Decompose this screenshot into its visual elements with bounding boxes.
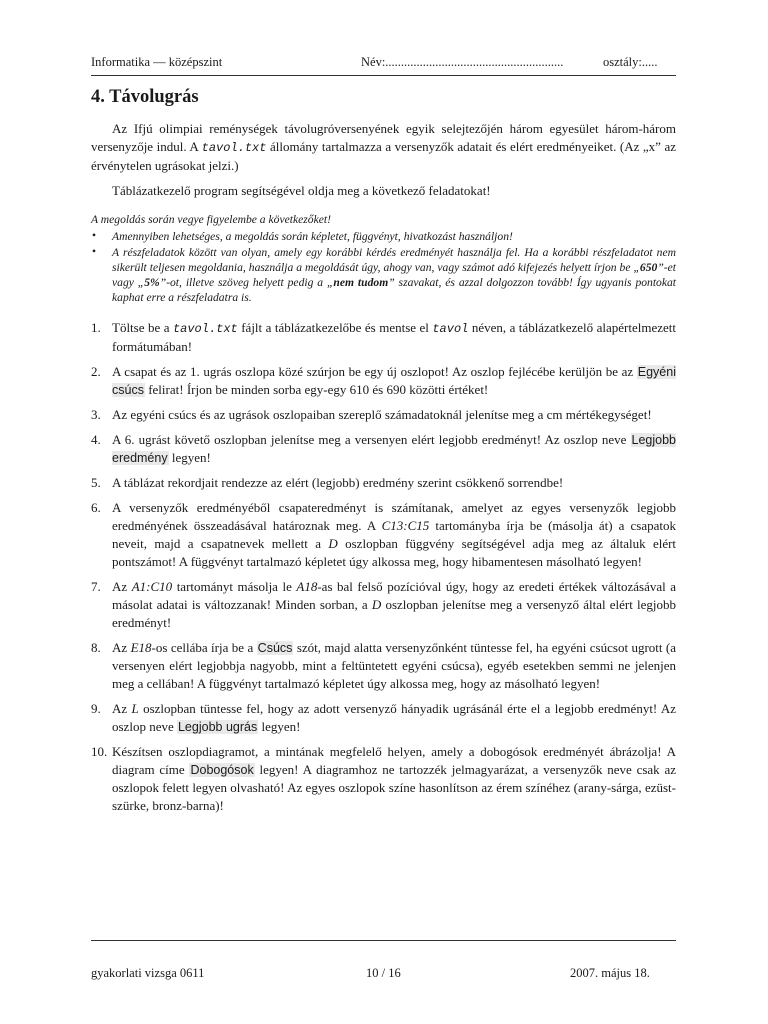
page-header	[91, 55, 676, 76]
page-footer	[91, 940, 676, 980]
task-item: 8. Az E18-os cellába írja be a Csúcs szót, majd alatta versenyzőnként tüntesse fel, ha egyéni csúcsot ugrott (a versenyen elért legjobbja nagyobb, mint a feltüntetett egyéni csúcsa), egyéb esetekben semmi ne jelenjen meg a cellában! A függvényt tartalmazó képletet úgy alkossa meg, hogy az másolható legyen!	[91, 640, 677, 691]
highlighted-label: Legjobb ugrás	[177, 720, 258, 734]
exam-label: gyakorlati vizsga 0611	[91, 966, 205, 980]
task-item: 5. A táblázat rekordjait rendezze az elért (legjobb) eredmény szerint csökkenő sorrendbe!	[91, 475, 564, 490]
highlighted-label: Csúcs	[257, 641, 293, 655]
page-number: 10 / 16	[366, 966, 401, 980]
file-name: tavol	[432, 322, 469, 336]
task-list	[91, 319, 676, 815]
highlighted-label: Egyéni csúcs	[112, 365, 676, 397]
highlighted-label: Dobogósok	[190, 763, 254, 777]
note-item: • Amennyiben lehetséges, a megoldás során képletet, függvényt, hivatkozást használjon!	[92, 229, 513, 243]
note-item: • A részfeladatok között van olyan, amely egy korábbi kérdés eredményét használja fel. Ha a korábbi részfeladatot nem sikerült teljesen megoldania, használja a megoldását úgy, ahogy van, vagy számot adó kifejezés helyett írjon be „650”-et vagy „5%”-ot, illetve szöveg helyett pedig a „nem tudom” szavakat, és azzal dolgozzon tovább! Így ugyanis pontokat kaphat erre a részfeladatra is.	[92, 245, 677, 304]
task-item: 3. Az egyéni csúcs és az ugrások oszlopaiban szereplő számadatoknál jelenítse meg a cm mértékegységet!	[91, 407, 652, 422]
task-item: 4. A 6. ugrást követő oszlopban jelenítse meg a versenyen elért legjobb eredményt! Az oszlop neve Legjobb eredmény legyen!	[91, 432, 676, 465]
instruction-paragraph: Táblázatkezelő program segítségével oldja meg a következő feladatokat!	[112, 183, 491, 198]
task-item: 1. Töltse be a tavol.txt fájlt a táblázatkezelőbe és mentse el tavol néven, a táblázatkezelő alapértelmezett formátumában!	[91, 320, 677, 354]
bullet-icon: •	[92, 229, 97, 242]
task-item: 2. A csapat és az 1. ugrás oszlopa közé szúrjon be egy új oszlopot! Az oszlop fejlécébe kerüljön be az Egyéni csúcs felirat! Írjon be minden sorba egy-egy 610 és 690 közötti értéket!	[91, 364, 676, 397]
intro-paragraph: Az Ifjú olimpiai reménységek távolugróversenyének egyik selejtezőjén három egyesület három-három versenyzője indul. A tavol.txt állomány tartalmazza a versenyzők adatait és elért eredményeiket. (Az „x” az érvénytelen ugrásokat jelzi.)	[91, 121, 677, 173]
task-item: 7. Az A1:C10 tartományt másolja le A18-as bal felső pozícióval úgy, hogy az eredeti értékek változásával a másolat adatai is változzanak! Minden sorban, a D oszlopban jelenítse meg a versenyző által elért legjobb eredményt!	[91, 579, 677, 630]
bullet-icon: •	[92, 245, 97, 258]
task-item: 9. Az L oszlopban tüntesse fel, hogy az adott versenyző hányadik ugrásánál érte el a legjobb eredményt! Az oszlop neve Legjobb ugrás legyen!	[91, 701, 677, 734]
file-name: tavol.txt	[201, 141, 267, 155]
notes-list	[91, 229, 676, 305]
task-item: 10. Készítsen oszlopdiagramot, a mintának megfelelő helyen, amely a dobogósok eredményét ábrázolja! A diagram címe Dobogósok legyen! A diagramhoz ne tartozzék jelmagyarázat, a versenyzők neve csak az oszlopok felett legyen olvasható! Az egyes oszlopok színe hasonlítson az érem színéhez (arany-sárga, ezüst-szürke, bronz-barna)!	[91, 744, 677, 813]
task-content	[91, 120, 676, 822]
highlighted-label: Legjobb eredmény	[112, 433, 676, 465]
exam-date: 2007. május 18.	[570, 966, 650, 980]
task-item: 6. A versenyzők eredményéből csapateredményt is számítanak, amelyet az egyes versenyzők legjobb eredményének összeadásával határoznak meg. A C13:C15 tartományba írja be (másolja át) a csapatok neveit, majd a csapatnevek mellett a D oszlopban függvény segítségével adja meg az általuk elért pontszámot! A függvényt tartalmazó képletet úgy alkossa meg, hogy hibamentesen másolható legyen!	[91, 500, 677, 569]
notes-heading: A megoldás során vegye figyelembe a következőket!	[91, 213, 331, 226]
class-field: osztály:.....	[603, 55, 658, 69]
subject-label: Informatika — középszint	[91, 55, 223, 69]
notes-box	[91, 212, 676, 305]
name-field: Név:.........................................................	[361, 55, 564, 69]
section-title: 4. Távolugrás	[91, 87, 199, 107]
file-name: tavol.txt	[172, 322, 238, 336]
